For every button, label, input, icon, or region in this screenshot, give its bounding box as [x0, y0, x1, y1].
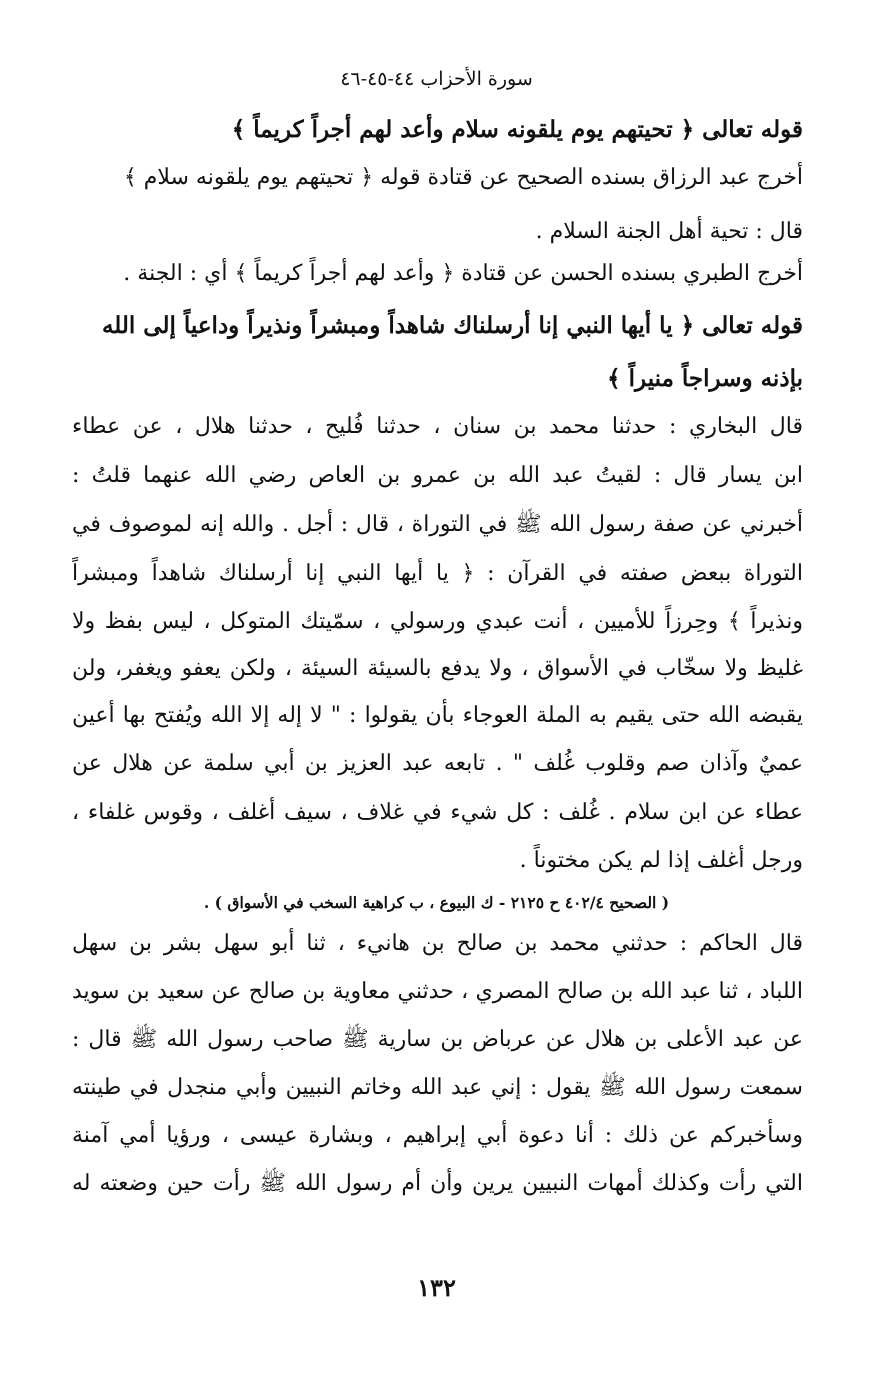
- text-line: عن عبد الأعلى بن هلال عن عرباض بن سارية ﷺ صاحب رسول الله ﷺ قال :: [72, 1027, 803, 1052]
- text-line: وسأخبركم عن ذلك : أنا دعوة أبي إبراهيم ، وبشارة عيسى ، ورؤيا أمي آمنة: [72, 1123, 803, 1148]
- text-line: أخرج الطبري بسنده الحسن عن قتادة ﴿ وأعد لهم أجراً كريماً ﴾ أي : الجنة .: [123, 261, 803, 286]
- text-line: التي رأت وكذلك أمهات النبيين يرين وأن أم رسول الله ﷺ رأت حين وضعته له: [72, 1171, 803, 1196]
- running-header: سورة الأحزاب ٤٤-٤٥-٤٦: [340, 68, 533, 90]
- verse-heading: بإذنه وسراجاً منيراً ﴾: [607, 365, 803, 392]
- text-line: ونذيراً ﴾ وحِرزاً للأميين ، أنت عبدي ورسولي ، سمّيتك المتوكل ، ليس بفظ ولا: [72, 609, 803, 634]
- text-line: ابن يسار قال : لقيتُ عبد الله بن عمرو بن العاص رضي الله عنهما قلتُ :: [72, 463, 803, 488]
- verse-heading: قوله تعالى ﴿ تحيتهم يوم يلقونه سلام وأعد لهم أجراً كريماً ﴾: [231, 116, 803, 143]
- text-line: ورجل أغلف إذا لم يكن مختوناً .: [519, 848, 803, 873]
- verse-heading: قوله تعالى ﴿ يا أيها النبي إنا أرسلناك شاهداً ومبشراً ونذيراً وداعياً إلى الله: [101, 312, 803, 339]
- text-line: غليظ ولا سخّاب في الأسواق ، ولا يدفع بالسيئة السيئة ، ولكن يعفو ويغفر، ولن: [72, 656, 803, 681]
- page-number: ١٣٢: [417, 1273, 456, 1302]
- text-line: أخرج عبد الرزاق بسنده الصحيح عن قتادة قوله ﴿ تحيتهم يوم يلقونه سلام ﴾: [123, 165, 803, 190]
- text-line: اللباد ، ثنا عبد الله بن صالح المصري ، حدثني معاوية بن صالح عن سعيد بن سويد: [72, 979, 803, 1004]
- text-line: يقبضه الله حتى يقيم به الملة العوجاء بأن يقولوا : " لا إله إلا الله ويُفتح بها أعين: [72, 703, 803, 728]
- text-line: قال الحاكم : حدثني محمد بن صالح بن هانيء ، ثنا أبو سهل بشر بن سهل: [72, 931, 803, 956]
- text-line: أخبرني عن صفة رسول الله ﷺ في التوراة ، قال : أجل . والله إنه لموصوف في: [72, 512, 803, 537]
- text-line: قال : تحية أهل الجنة السلام .: [535, 219, 803, 244]
- text-line: عميٌ وآذان صم وقلوب غُلف " . تابعه عبد العزيز بن أبي سلمة عن هلال عن: [72, 751, 803, 776]
- text-line: التوراة ببعض صفته في القرآن : ﴿ يا أيها النبي إنا أرسلناك شاهداً ومبشراً: [72, 561, 803, 586]
- source-reference: ( الصحيح ٤٠٢/٤ ح ٢١٢٥ - ك البيوع ، ب كراهية السخب في الأسواق ) .: [203, 893, 670, 912]
- text-line: سمعت رسول الله ﷺ يقول : إني عبد الله وخاتم النبيين وأبي منجدل في طينته: [72, 1075, 803, 1100]
- text-line: عطاء عن ابن سلام . غُلف : كل شيء في غلاف ، سيف أغلف ، وقوس غلفاء ،: [72, 800, 803, 825]
- text-line: قال البخاري : حدثنا محمد بن سنان ، حدثنا فُليح ، حدثنا هلال ، عن عطاء: [72, 414, 803, 439]
